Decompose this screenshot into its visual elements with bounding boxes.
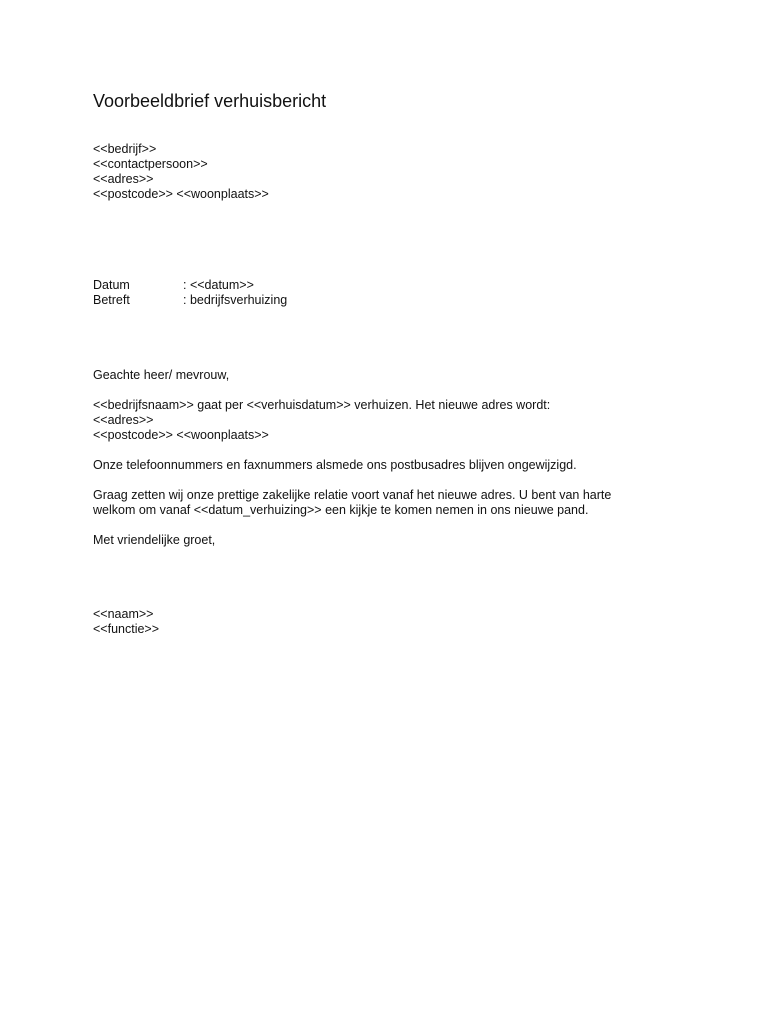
recipient-contact: <<contactpersoon>>: [93, 157, 208, 171]
meta-row-betreft: [93, 293, 287, 308]
paragraph-relation: [93, 488, 611, 518]
paragraph3-line-1: Graag zetten wij onze prettige zakelijke relatie voort vanaf het nieuwe adres. U bent van harte: [93, 488, 612, 502]
paragraph-move-announcement: [93, 398, 550, 443]
recipient-company: <<bedrijf>>: [93, 142, 157, 156]
datum-label: Datum: [93, 278, 130, 292]
signature-block: [93, 607, 159, 637]
meta-block: [93, 278, 287, 308]
recipient-address-block: [93, 142, 269, 202]
datum-value: : <<datum>>: [183, 278, 254, 292]
recipient-address: <<adres>>: [93, 172, 154, 186]
betreft-value: : bedrijfsverhuizing: [183, 293, 288, 307]
closing-text: Met vriendelijke groet,: [93, 533, 216, 547]
betreft-label: Betreft: [93, 293, 130, 307]
signature-function: <<functie>>: [93, 622, 160, 636]
paragraph1-line: <<bedrijfsnaam>> gaat per <<verhuisdatum>> verhuizen. Het nieuwe adres wordt:: [93, 398, 551, 412]
paragraph-phone-numbers: [93, 458, 577, 473]
recipient-postcode-city: <<postcode>> <<woonplaats>>: [93, 187, 269, 201]
salutation-text: Geachte heer/ mevrouw,: [93, 368, 230, 382]
document-title: Voorbeeldbrief verhuisbericht: [93, 91, 327, 111]
new-address: <<adres>>: [93, 413, 154, 427]
paragraph2-text: Onze telefoonnummers en faxnummers alsmede ons postbusadres blijven ongewijzigd.: [93, 458, 577, 472]
new-postcode-city: <<postcode>> <<woonplaats>>: [93, 428, 269, 442]
signature-name: <<naam>>: [93, 607, 154, 621]
closing: [93, 533, 215, 548]
salutation: [93, 368, 229, 383]
paragraph3-line-2: welkom om vanaf <<datum_verhuizing>> een kijkje te komen nemen in ons nieuwe pand.: [93, 503, 589, 517]
meta-row-datum: [93, 278, 287, 293]
